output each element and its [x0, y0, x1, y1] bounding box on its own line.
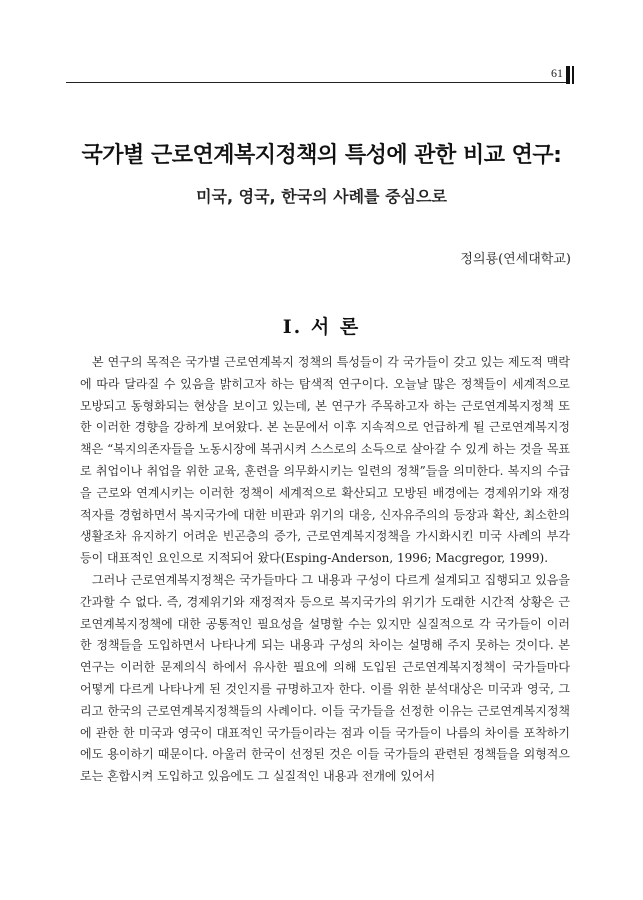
paper-title: 국가별 근로연계복지정책의 특성에 관한 비교 연구: [81, 143, 562, 168]
page-edge-mark [566, 66, 570, 84]
section-heading: Ⅰ. 서 론 [282, 316, 361, 338]
page-number: 61 [551, 66, 563, 80]
body-text [80, 352, 570, 788]
page-edge-mark-thin [572, 66, 574, 84]
paper-subtitle: 미국, 영국, 한국의 사례를 중심으로 [196, 187, 447, 206]
author-affiliation: 정의룡(연세대학교) [460, 252, 571, 267]
paragraph: 그러나 근로연계복지정책은 국가들마다 그 내용과 구성이 다르게 설계되고 집행되고 있음을 간과할 수 없다. 즉, 경제위기와 재정적자 등으로 복지국가의 위기가 도래한 시간적 상황은 근로연계복지정책에 대한 공통적인 필요성을 설명할 수는 있지만 실질적으로 각 국가들이 이러한 정책들을 도입하면서 나타나게 되는 내용과 구성의 차이는 설명해 주지 못하는 것이다. 본 연구는 이러한 문제의식 하에서 유사한 필요에 의해 도입된 근로연계복지정책이 국가들마다 어떻게 다르게 나타나게 된 것인지를 규명하고자 한다. 이를 위한 분석대상은 미국과 영국, 그리고 한국의 근로연계복지정책들의 사례이다. 이들 국가들을 선정한 이유는 근로연계복지정책에 관한 한 미국과 영국이 대표적인 국가들이라는 점과 이들 국가들이 나름의 차이를 포착하기에도 용이하기 때문이다. 아울러 한국이 선정된 것은 이들 국가들의 관련된 정책들을 외형적으로는 혼합시켜 도입하고 있음에도 그 실질적인 내용과 전개에 있어서 [80, 572, 570, 784]
paragraph: 본 연구의 목적은 국가별 근로연계복지 정책의 특성들이 각 국가들이 갖고 있는 제도적 맥락에 따라 달라질 수 있음을 밝히고자 하는 탐색적 연구이다. 오늘날 많은 정책들이 세계적으로 모방되고 동형화되는 현상을 보이고 있는데, 본 연구가 주목하고자 하는 근로연계복지정책 또한 이러한 경향을 강하게 보여왔다. 본 논문에서 이후 지속적으로 언급하게 될 근로연계복지정책은 “복지의존자들을 노동시장에 복귀시켜 스스로의 소득으로 살아갈 수 있게 하는 것을 목표로 취업이나 취업을 위한 교육, 훈련을 의무화시키는 일련의 정책”들을 의미한다. 복지의 수급을 근로와 연계시키는 이러한 정책이 세계적으로 확산되고 모방된 배경에는 경제위기와 재정적자를 경험하면서 복지국가에 대한 비판과 위기의 대응, 신자유주의의 등장과 확산, 최소한의 생활조차 유지하기 어려운 빈곤층의 증가, 근로연계복지정책을 가시화시킨 미국 사례의 부각 등이 대표적인 요인으로 지적되어 왔다(Esping-Anderson, 1996; Macgregor, 1999). [80, 355, 570, 566]
header-rule [66, 82, 566, 83]
